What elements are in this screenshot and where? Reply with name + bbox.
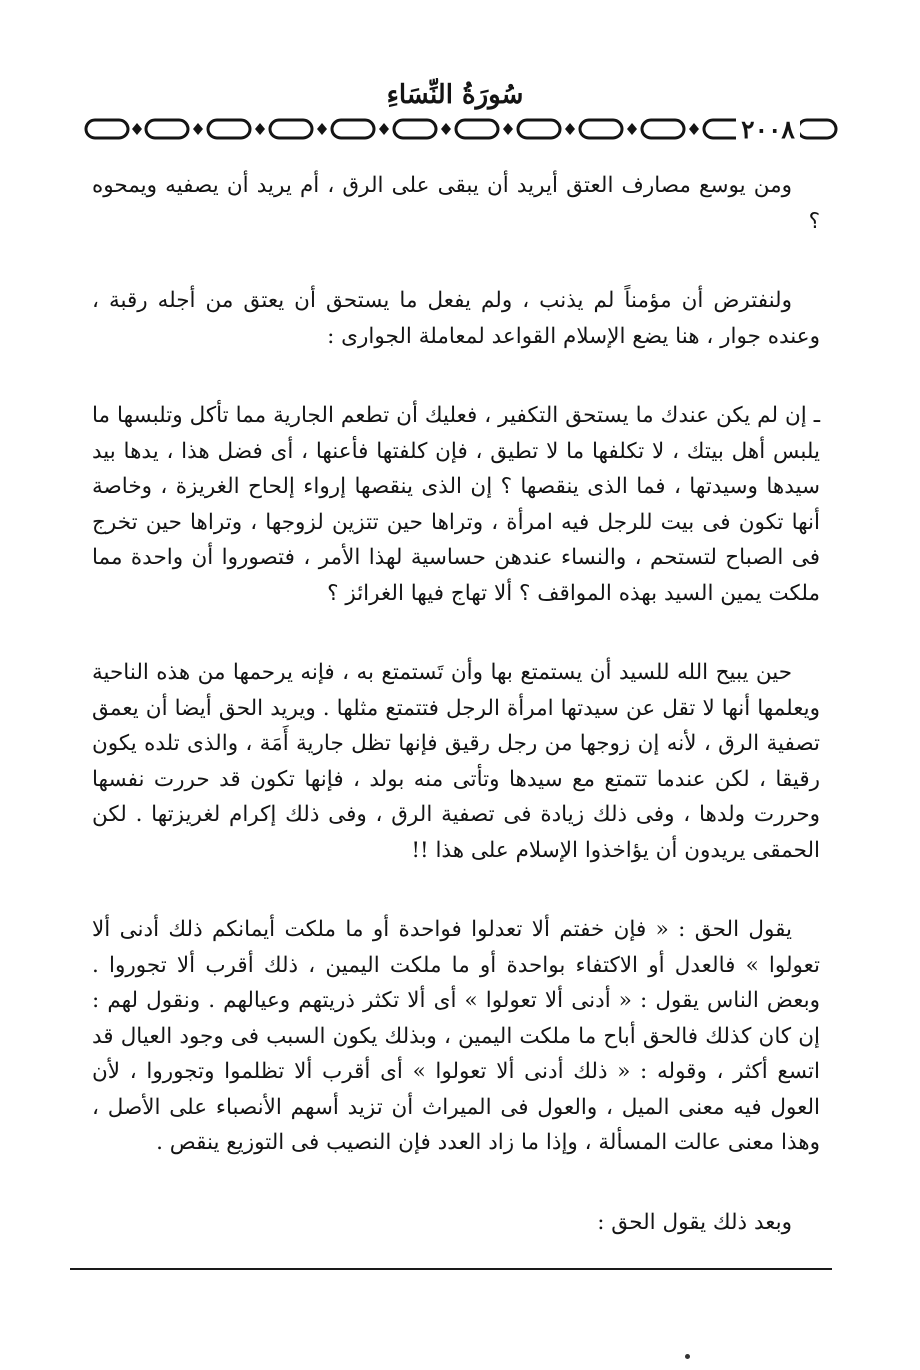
footer-divider — [70, 1268, 832, 1270]
chain-ornament-icon — [80, 112, 840, 148]
paragraph-2: ولنفترض أن مؤمناً لم يذنب ، ولم يفعل ما يستحق أن يعتق من أجله رقبة ، وعنده جوار ، هنا يضع الإسلام القواعد لمعاملة الجوارى : — [92, 288, 820, 349]
paragraph-5: يقول الحق : « فإن خفتم ألا تعدلوا فواحدة أو ما ملكت أيمانكم ذلك أدنى ألا تعولوا » فالعدل أو الاكتفاء بواحدة أو ما ملكت اليمين ، ذلك أقرب ألا تجوروا . وبعض الناس يقول : « أدنى ألا تعولوا » أى ألا تكثر ذريتهم وعيالهم . ونقول لهم : إن كان كذلك فالحق أباح ما ملكت اليمين ، وبذلك يكون السبب فى وجود العيال قد اتسع أكثر ، وقوله : « ذلك أدنى ألا تعولوا » أى أقرب ألا تظلموا وتجوروا ، لأن العول فيه معنى الميل ، والعول فى الميراث أن تزيد أسهم الأنصباء على الأصل ، وهذا معنى عالت المسألة ، وإذا ما زاد العدد فإن النصيب فى التوزيع ينقص . — [92, 917, 820, 1155]
ornamental-header-band — [80, 112, 840, 148]
body-text — [92, 168, 820, 1284]
page-number: ٢٠٠٨ — [736, 114, 800, 146]
paragraph-6: وبعد ذلك يقول الحق : — [597, 1209, 792, 1235]
paragraph-1: ومن يوسع مصارف العتق أيريد أن يبقى على الرق ، أم يريد أن يصفيه ويمحوه ؟ — [92, 173, 820, 234]
stray-dot-mark — [685, 1354, 690, 1359]
paragraph-3: ـ إن لم يكن عندك ما يستحق التكفير ، فعليك أن تطعم الجارية مما تأكل وتلبسها ما يلبس أهل بيتك ، لا تكلفها ما لا تطيق ، فإن كلفتها فأعنها ، أى فضل هذا ، يدها بيد سيدها وسيدتها ، فما الذى ينقصها ؟ إن الذى ينقصها إرواء إلحاح الغريزة ، وخاصة أنها تكون فى بيت للرجل فيه امرأة ، وتراها حين تتزين لزوجها ، وتراها حين تخرج فى الصباح لتستحم ، والنساء عندهن حساسية لهذا الأمر ، فتصوروا أن واحدة مما ملكت يمين السيد بهذه المواقف ؟ ألا تهاج فيها الغرائز ؟ — [92, 403, 820, 606]
surah-title: سُورَةُ النِّسَاءِ — [386, 80, 524, 110]
paragraph-4: حين يبيح الله للسيد أن يستمتع بها وأن تَستمتع به ، فإنه يرحمها من هذه الناحية ويعلمها أنها لا تقل عن سيدتها امرأة الرجل فتتمتع مثلها . ويريد الحق أيضا أن يعمق تصفية الرق ، لأنه إن زوجها من رجل رقيق فإنها تظل جارية أَمَة ، والذى تلده يكون رقيقا ، لكن عندما تتمتع مع سيدها وتأتى منه بولد ، فإنها تكون قد حررت نفسها وحررت ولدها ، وفى ذلك زيادة فى تصفية الرق ، وفى ذلك إكرام لغريزتها . لكن الحمقى يريدون أن يؤاخذوا الإسلام على هذا !! — [92, 660, 820, 863]
